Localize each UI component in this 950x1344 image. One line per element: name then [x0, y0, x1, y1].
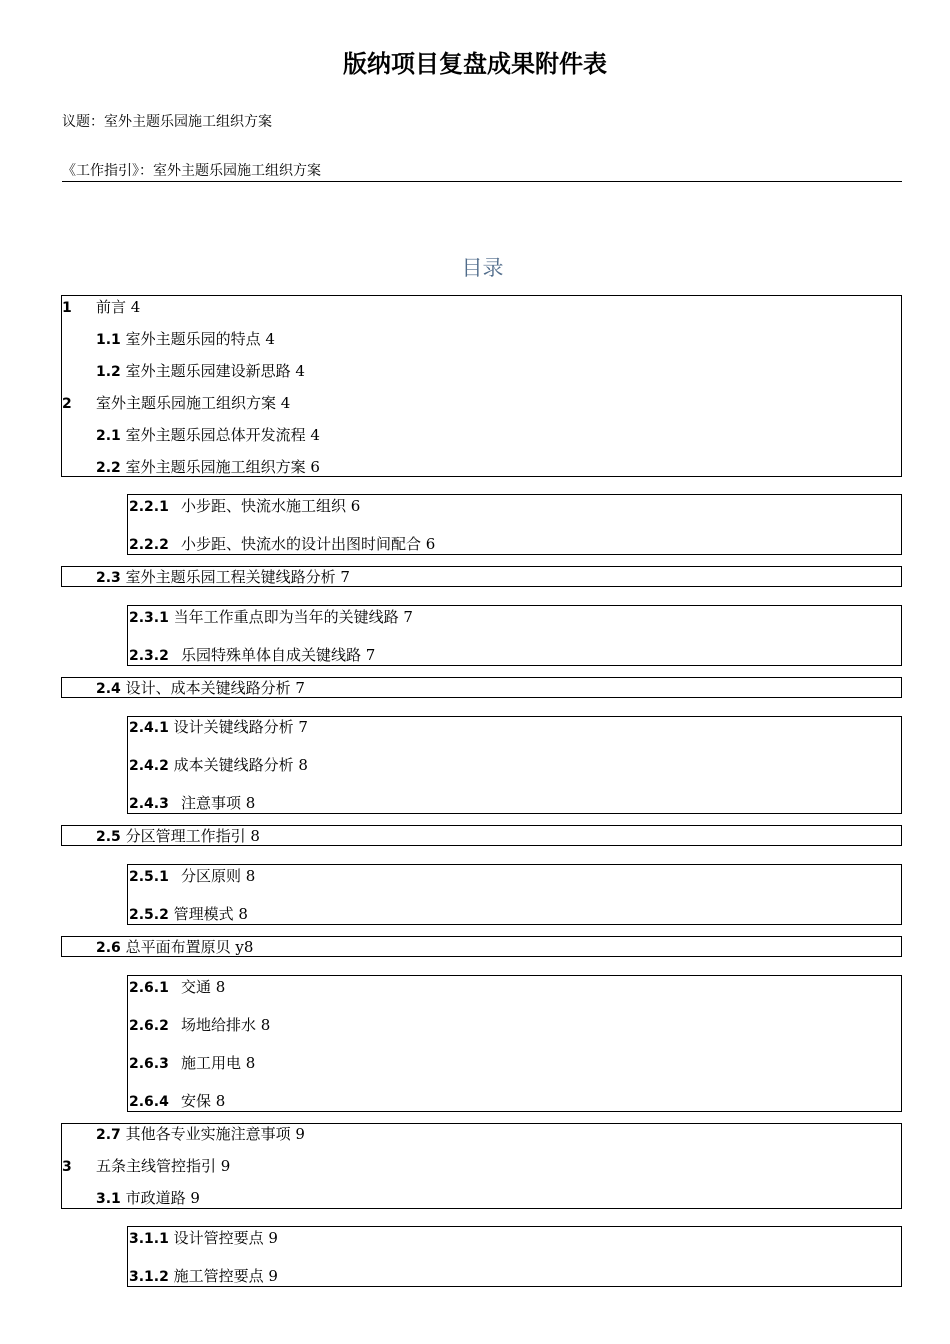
toc-entry-text[interactable]: 前言 4 — [96, 298, 141, 316]
toc-entry[interactable] — [129, 1015, 169, 1036]
toc-entry[interactable] — [129, 904, 248, 925]
toc-entry-number: 2.3.2 — [129, 648, 169, 664]
toc-entry-text: 分区管理工作指引 8 — [125, 827, 260, 845]
toc-entry-text: 室外主题乐园施工组织方案 6 — [125, 458, 320, 476]
toc-entry-number: 2.3 — [96, 570, 121, 586]
toc-entry-text[interactable]: 交通 8 — [181, 978, 226, 996]
toc-entry-number: 2.6.1 — [129, 980, 169, 996]
guide-line: 《工作指引》：室外主题乐园施工组织方案 — [62, 160, 902, 182]
toc-entry[interactable] — [129, 534, 169, 555]
toc-entry-text: 总平面布置原贝 y8 — [125, 938, 254, 956]
toc-entry-number: 2.1 — [96, 428, 121, 444]
topic-line: 议题：室外主题乐园施工组织方案 — [62, 114, 272, 130]
toc-title: 目录 — [461, 256, 504, 280]
toc-entry-number: 1.2 — [96, 364, 121, 380]
toc-entry-text: 设计管控要点 9 — [173, 1229, 278, 1247]
toc-entry-text[interactable]: 小步距、快流水的设计出图时间配合 6 — [181, 535, 436, 553]
toc-entry-text[interactable]: 分区原则 8 — [181, 867, 256, 885]
toc-entry-text: 室外主题乐园的特点 4 — [125, 330, 275, 348]
toc-entry[interactable] — [129, 1228, 278, 1249]
toc-entry-number: 2.6.4 — [129, 1094, 169, 1110]
toc-entry[interactable] — [129, 977, 169, 998]
toc-entry[interactable] — [129, 645, 169, 666]
toc-entry-text[interactable]: 五条主线管控指引 9 — [96, 1157, 231, 1175]
toc-entry-number: 2.6.3 — [129, 1056, 169, 1072]
toc-entry-number: 2.5.2 — [129, 907, 169, 923]
toc-entry-number: 2 — [62, 396, 72, 412]
toc-entry[interactable] — [96, 937, 253, 958]
toc-entry-text: 当年工作重点即为当年的关键线路 7 — [173, 608, 413, 626]
toc-entry[interactable] — [129, 1266, 278, 1287]
toc-entry[interactable] — [96, 678, 305, 699]
toc-entry[interactable] — [96, 329, 275, 350]
toc-entry-text: 设计关键线路分析 7 — [173, 718, 308, 736]
toc-entry[interactable] — [129, 1091, 169, 1112]
toc-entry-text: 市政道路 9 — [125, 1189, 200, 1207]
toc-entry-number: 3 — [62, 1159, 72, 1175]
toc-entry-number: 3.1 — [96, 1191, 121, 1207]
toc-entry-number: 1.1 — [96, 332, 121, 348]
toc-entry-text[interactable]: 注意事项 8 — [181, 794, 256, 812]
toc-entry-text: 室外主题乐园工程关键线路分析 7 — [125, 568, 350, 586]
toc-entry-number: 2.4.2 — [129, 758, 169, 774]
toc-entry-number: 2.5 — [96, 829, 121, 845]
toc-entry-number: 3.1.2 — [129, 1269, 169, 1285]
toc-entry-number: 2.7 — [96, 1127, 121, 1143]
toc-entry-number: 3.1.1 — [129, 1231, 169, 1247]
toc-entry[interactable] — [129, 755, 308, 776]
toc-entry[interactable] — [96, 826, 260, 847]
toc-entry-number: 2.3.1 — [129, 610, 169, 626]
toc-entry-text: 施工管控要点 9 — [173, 1267, 278, 1285]
toc-entry-number: 1 — [62, 300, 72, 316]
toc-box-level1-a — [61, 295, 902, 477]
toc-entry[interactable] — [62, 297, 72, 318]
document-title: 版纳项目复盘成果附件表 — [343, 50, 607, 78]
toc-entry[interactable] — [96, 361, 305, 382]
toc-entry[interactable] — [129, 793, 169, 814]
toc-entry[interactable] — [62, 1156, 72, 1177]
toc-entry-text: 室外主题乐园总体开发流程 4 — [125, 426, 320, 444]
toc-entry[interactable] — [96, 457, 320, 478]
toc-entry-number: 2.2 — [96, 460, 121, 476]
toc-box-2-6-sub — [127, 975, 902, 1112]
toc-entry[interactable] — [129, 866, 169, 887]
toc-entry-number: 2.5.1 — [129, 869, 169, 885]
toc-entry-text: 管理模式 8 — [173, 905, 248, 923]
toc-entry[interactable] — [129, 607, 413, 628]
toc-entry-text: 设计、成本关键线路分析 7 — [125, 679, 305, 697]
toc-entry-number: 2.4 — [96, 681, 121, 697]
toc-entry-number: 2.4.1 — [129, 720, 169, 736]
toc-entry-text: 其他各专业实施注意事项 9 — [125, 1125, 305, 1143]
toc-entry[interactable] — [96, 567, 350, 588]
toc-entry-number: 2.6.2 — [129, 1018, 169, 1034]
toc-entry[interactable] — [129, 717, 308, 738]
toc-entry-number: 2.2.1 — [129, 499, 169, 515]
toc-entry-text[interactable]: 场地给排水 8 — [181, 1016, 271, 1034]
toc-entry-number: 2.6 — [96, 940, 121, 956]
toc-entry-text[interactable]: 小步距、快流水施工组织 6 — [181, 497, 361, 515]
toc-entry[interactable] — [129, 1053, 169, 1074]
toc-entry-number: 2.4.3 — [129, 796, 169, 812]
toc-entry-text[interactable]: 安保 8 — [181, 1092, 226, 1110]
toc-entry[interactable] — [96, 1188, 200, 1209]
toc-entry-number: 2.2.2 — [129, 537, 169, 553]
toc-entry-text[interactable]: 乐园特殊单体自成关键线路 7 — [181, 646, 376, 664]
toc-entry-text[interactable]: 室外主题乐园施工组织方案 4 — [96, 394, 291, 412]
toc-entry-text: 成本关键线路分析 8 — [173, 756, 308, 774]
toc-entry-text: 室外主题乐园建设新思路 4 — [125, 362, 305, 380]
toc-entry[interactable] — [129, 496, 169, 517]
toc-entry[interactable] — [96, 1124, 305, 1145]
toc-entry[interactable] — [62, 393, 72, 414]
toc-entry[interactable] — [96, 425, 320, 446]
toc-entry-text[interactable]: 施工用电 8 — [181, 1054, 256, 1072]
